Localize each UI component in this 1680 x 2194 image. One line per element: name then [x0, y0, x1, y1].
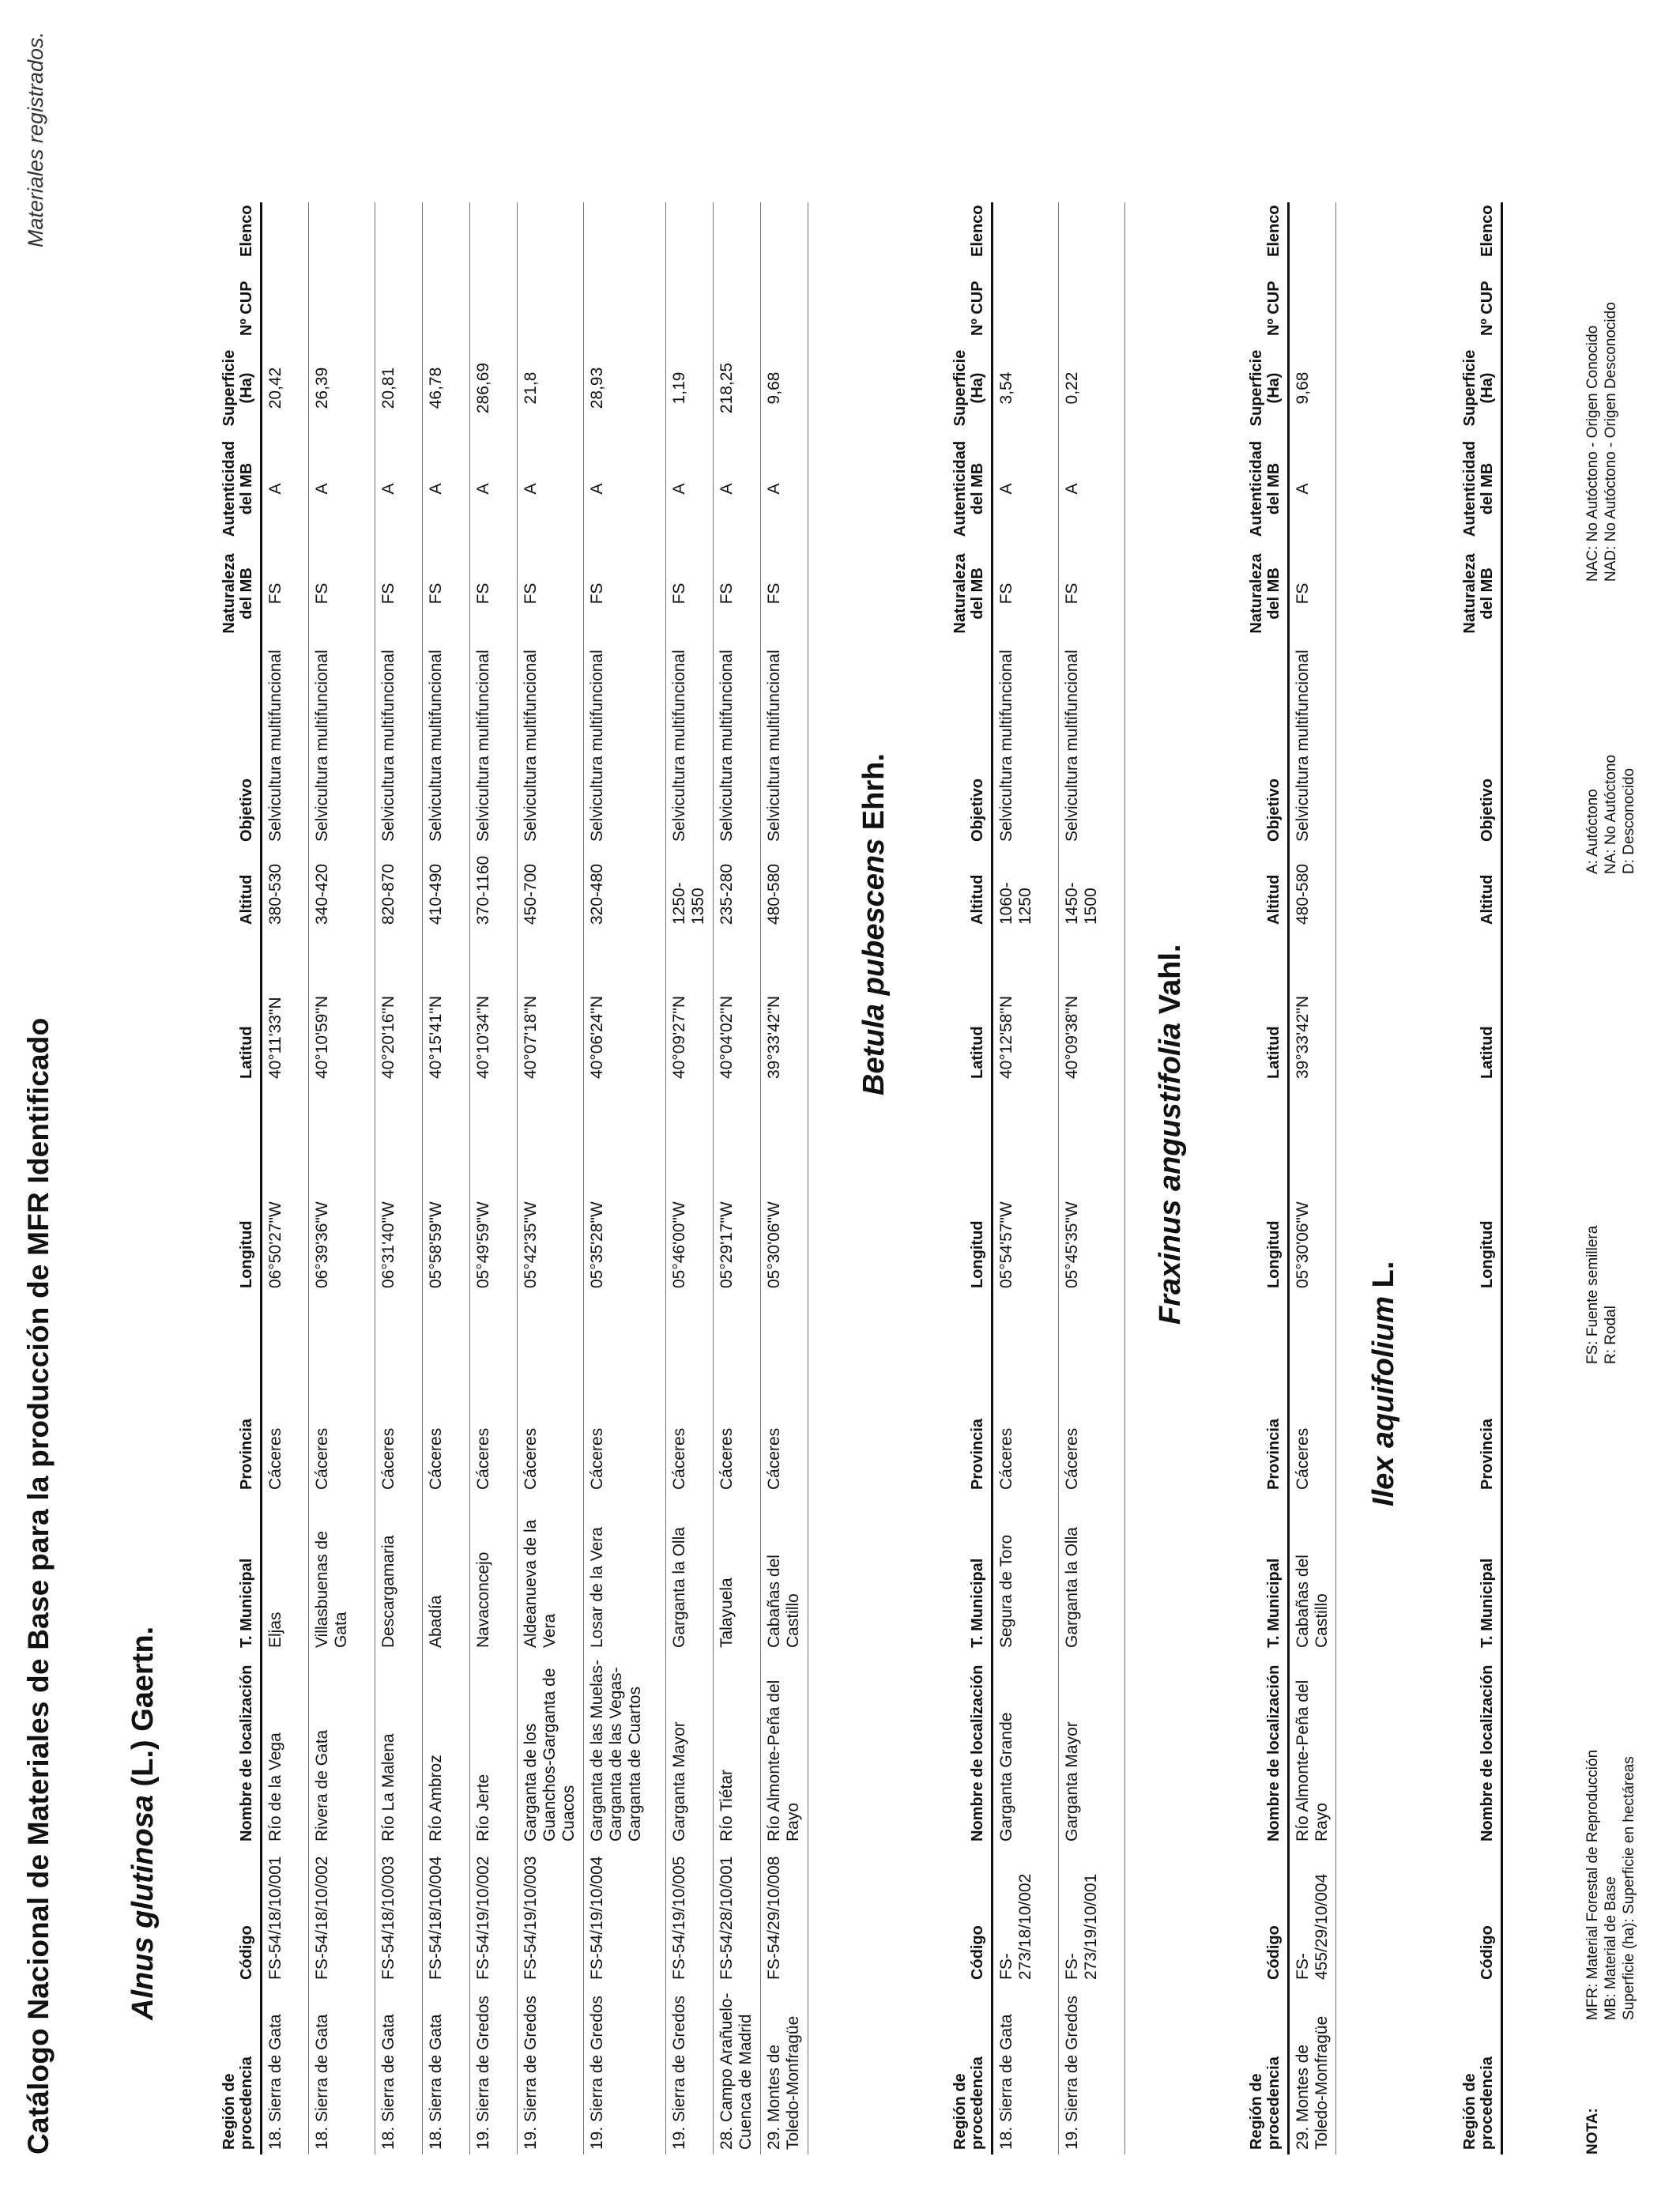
- column-header-latitud: Latitud: [1426, 929, 1501, 1084]
- cell-region: 18. Sierra de Gata: [422, 1985, 469, 2154]
- cell-latitud: 40°06'24"N: [583, 929, 665, 1084]
- column-header-objetivo: Objetivo: [1212, 645, 1288, 846]
- cell-autenticidad: A: [665, 435, 713, 542]
- cell-nombre: Rivera de Gata: [308, 1653, 375, 1846]
- cell-superficie: 9,68: [1288, 341, 1335, 435]
- cell-elenco: [422, 202, 469, 262]
- cell-elenco: [1058, 202, 1124, 262]
- cell-longitud: 05°45'35"W: [1058, 1084, 1124, 1293]
- column-header-codigo: Código: [1212, 1846, 1288, 1985]
- column-header-altitud: Altitud: [916, 846, 992, 929]
- cell-nombre: Garganta de las Muelas-Garganta de las Vegas-Garganta de Cuartos: [583, 1653, 665, 1846]
- column-header-ncup: Nº CUP: [1426, 262, 1501, 341]
- cell-altitud: 370-1160: [469, 846, 517, 929]
- cell-region: 29. Montes de Toledo-Monfragüe: [1288, 1985, 1335, 2154]
- note-line: MB: Material de Base: [1602, 1876, 1619, 2020]
- cell-codigo: FS-54/29/10/008: [760, 1846, 808, 1985]
- cell-naturaleza: FS: [308, 542, 375, 645]
- column-header-region: Región de procedencia: [916, 1985, 992, 2154]
- notes-column: [1584, 302, 1621, 582]
- cell-naturaleza: FS: [375, 542, 422, 645]
- cell-longitud: 05°54'57"W: [992, 1084, 1058, 1293]
- cell-provincia: Cáceres: [517, 1293, 583, 1495]
- column-header-municipal: T. Municipal: [185, 1495, 261, 1653]
- notes-label: NOTA:: [1584, 2108, 1601, 2154]
- cell-nombre: Garganta Mayor: [665, 1653, 713, 1846]
- cell-codigo: FS-54/18/10/001: [261, 1846, 308, 1985]
- cell-longitud: 06°50'27"W: [261, 1084, 308, 1293]
- cell-ncup: [713, 262, 760, 341]
- column-header-elenco: Elenco: [916, 202, 992, 262]
- cell-region: 19. Sierra de Gredos: [517, 1985, 583, 2154]
- column-header-naturaleza: Naturaleza del MB: [185, 542, 261, 645]
- column-header-elenco: Elenco: [1212, 202, 1288, 262]
- cell-region: 19. Sierra de Gredos: [1058, 1985, 1124, 2154]
- cell-municipal: Abadía: [422, 1495, 469, 1653]
- table-header-row: [916, 202, 992, 2154]
- note-line: MFR: Material Forestal de Reproducción: [1584, 1749, 1601, 2020]
- cell-longitud: 05°46'00"W: [665, 1084, 713, 1293]
- cell-objetivo: Selvicultura multifuncional: [583, 645, 665, 846]
- cell-nombre: Río Almonte-Peña del Rayo: [1288, 1653, 1335, 1846]
- cell-region: 28. Campo Arañuelo-Cuenca de Madrid: [713, 1985, 760, 2154]
- cell-longitud: 05°49'59"W: [469, 1084, 517, 1293]
- cell-autenticidad: A: [469, 435, 517, 542]
- species-title: [126, 1627, 160, 2020]
- cell-region: 19. Sierra de Gredos: [469, 1985, 517, 2154]
- column-header-autenticidad: Autenticidad del MB: [1426, 435, 1501, 542]
- cell-municipal: Garganta la Olla: [1058, 1495, 1124, 1653]
- column-header-elenco: Elenco: [185, 202, 261, 262]
- cell-objetivo: Selvicultura multifuncional: [992, 645, 1058, 846]
- cell-codigo: FS-273/18/10/002: [992, 1846, 1058, 1985]
- column-header-codigo: Código: [185, 1846, 261, 1985]
- cell-objetivo: Selvicultura multifuncional: [469, 645, 517, 846]
- cell-autenticidad: A: [422, 435, 469, 542]
- cell-longitud: 05°42'35"W: [517, 1084, 583, 1293]
- cell-autenticidad: A: [261, 435, 308, 542]
- column-header-nombre: Nombre de localización: [185, 1653, 261, 1846]
- cell-latitud: 40°10'34"N: [469, 929, 517, 1084]
- note-line: A: Autóctono: [1584, 789, 1601, 874]
- cell-provincia: Cáceres: [713, 1293, 760, 1495]
- cell-codigo: FS-54/18/10/003: [375, 1846, 422, 1985]
- cell-elenco: [517, 202, 583, 262]
- column-header-longitud: Longitud: [185, 1084, 261, 1293]
- cell-longitud: 05°58'59"W: [422, 1084, 469, 1293]
- cell-nombre: Río La Malena: [375, 1653, 422, 1846]
- cell-codigo: FS-54/19/10/003: [517, 1846, 583, 1985]
- cell-elenco: [583, 202, 665, 262]
- species-latin-name: Ilex aquifolium: [1367, 1295, 1400, 1506]
- species-author: Ehrh.: [857, 753, 891, 831]
- table-row: [1058, 202, 1124, 2154]
- cell-longitud: 05°30'06"W: [760, 1084, 808, 1293]
- cell-provincia: Cáceres: [469, 1293, 517, 1495]
- cell-codigo: FS-54/18/10/002: [308, 1846, 375, 1985]
- cell-objetivo: Selvicultura multifuncional: [517, 645, 583, 846]
- column-header-elenco: Elenco: [1426, 202, 1501, 262]
- species-author: Vahl.: [1154, 944, 1187, 1015]
- column-header-altitud: Altitud: [1426, 846, 1501, 929]
- species-title: [1367, 1261, 1401, 1506]
- column-header-latitud: Latitud: [916, 929, 992, 1084]
- cell-elenco: [992, 202, 1058, 262]
- column-header-altitud: Altitud: [1212, 846, 1288, 929]
- cell-latitud: 40°15'41"N: [422, 929, 469, 1084]
- cell-altitud: 1060-1250: [992, 846, 1058, 929]
- column-header-naturaleza: Naturaleza del MB: [916, 542, 992, 645]
- cell-elenco: [665, 202, 713, 262]
- species-author: L.: [1367, 1261, 1400, 1288]
- cell-ncup: [517, 262, 583, 341]
- column-header-nombre: Nombre de localización: [1212, 1653, 1288, 1846]
- species-table: [185, 202, 808, 2154]
- cell-provincia: Cáceres: [583, 1293, 665, 1495]
- cell-longitud: 05°35'28"W: [583, 1084, 665, 1293]
- table-header-row: [185, 202, 261, 2154]
- cell-superficie: 9,68: [760, 341, 808, 435]
- cell-objetivo: Selvicultura multifuncional: [760, 645, 808, 846]
- cell-codigo: FS-54/19/10/004: [583, 1846, 665, 1985]
- cell-municipal: Descargamaria: [375, 1495, 422, 1653]
- cell-latitud: 40°07'18"N: [517, 929, 583, 1084]
- cell-municipal: Navaconcejo: [469, 1495, 517, 1653]
- cell-altitud: 320-480: [583, 846, 665, 929]
- cell-objetivo: Selvicultura multifuncional: [308, 645, 375, 846]
- cell-provincia: Cáceres: [665, 1293, 713, 1495]
- cell-altitud: 480-580: [760, 846, 808, 929]
- cell-codigo: FS-54/19/10/002: [469, 1846, 517, 1985]
- cell-nombre: Río Tiétar: [713, 1653, 760, 1846]
- cell-municipal: Cabañas del Castillo: [1288, 1495, 1335, 1653]
- column-header-municipal: T. Municipal: [1212, 1495, 1288, 1653]
- cell-autenticidad: A: [375, 435, 422, 542]
- cell-municipal: Cabañas del Castillo: [760, 1495, 808, 1653]
- column-header-altitud: Altitud: [185, 846, 261, 929]
- column-header-codigo: Código: [1426, 1846, 1501, 1985]
- cell-region: 18. Sierra de Gata: [992, 1985, 1058, 2154]
- table-row: [469, 202, 517, 2154]
- cell-naturaleza: FS: [1288, 542, 1335, 645]
- column-header-region: Región de procedencia: [1212, 1985, 1288, 2154]
- note-line: R: Rodal: [1602, 1306, 1619, 1364]
- column-header-superficie: Superficie (Ha): [916, 341, 992, 435]
- column-header-latitud: Latitud: [185, 929, 261, 1084]
- cell-ncup: [422, 262, 469, 341]
- table-row: [713, 202, 760, 2154]
- cell-region: 18. Sierra de Gata: [261, 1985, 308, 2154]
- cell-codigo: FS-54/28/10/001: [713, 1846, 760, 1985]
- cell-ncup: [760, 262, 808, 341]
- cell-region: 18. Sierra de Gata: [375, 1985, 422, 2154]
- cell-longitud: 06°39'36"W: [308, 1084, 375, 1293]
- cell-elenco: [1288, 202, 1335, 262]
- cell-longitud: 05°29'17"W: [713, 1084, 760, 1293]
- cell-naturaleza: FS: [713, 542, 760, 645]
- cell-provincia: Cáceres: [760, 1293, 808, 1495]
- column-header-superficie: Superficie (Ha): [1426, 341, 1501, 435]
- cell-ncup: [261, 262, 308, 341]
- cell-naturaleza: FS: [583, 542, 665, 645]
- cell-nombre: Río de la Vega: [261, 1653, 308, 1846]
- cell-naturaleza: FS: [517, 542, 583, 645]
- cell-municipal: Aldeanueva de la Vera: [517, 1495, 583, 1653]
- table-row: [261, 202, 308, 2154]
- species-latin-name: Betula pubescens: [857, 838, 891, 1095]
- cell-autenticidad: A: [1058, 435, 1124, 542]
- cell-altitud: 480-580: [1288, 846, 1335, 929]
- cell-objetivo: Selvicultura multifuncional: [713, 645, 760, 846]
- notes-column: [1584, 1226, 1621, 1364]
- cell-ncup: [1288, 262, 1335, 341]
- column-header-municipal: T. Municipal: [916, 1495, 992, 1653]
- cell-municipal: Villasbuenas de Gata: [308, 1495, 375, 1653]
- note-line: NA: No Autóctono: [1602, 754, 1619, 874]
- table-row: [375, 202, 422, 2154]
- table-row: [1288, 202, 1335, 2154]
- column-header-ncup: Nº CUP: [916, 262, 992, 341]
- cell-altitud: 235-280: [713, 846, 760, 929]
- species-author: (L.) Gaertn.: [126, 1626, 160, 1787]
- cell-elenco: [375, 202, 422, 262]
- cell-region: 29. Montes de Toledo-Monfragüe: [760, 1985, 808, 2154]
- column-header-superficie: Superficie (Ha): [185, 341, 261, 435]
- species-title: [1154, 944, 1188, 1325]
- cell-latitud: 40°09'38"N: [1058, 929, 1124, 1084]
- cell-ncup: [469, 262, 517, 341]
- column-header-codigo: Código: [916, 1846, 992, 1985]
- cell-autenticidad: A: [713, 435, 760, 542]
- cell-longitud: 05°30'06"W: [1288, 1084, 1335, 1293]
- cell-superficie: 28,93: [583, 341, 665, 435]
- table-row: [760, 202, 808, 2154]
- cell-superficie: 26,39: [308, 341, 375, 435]
- cell-latitud: 40°10'59"N: [308, 929, 375, 1084]
- species-title: [857, 753, 891, 1095]
- cell-superficie: 46,78: [422, 341, 469, 435]
- cell-nombre: Garganta Grande: [992, 1653, 1058, 1846]
- cell-elenco: [713, 202, 760, 262]
- cell-elenco: [760, 202, 808, 262]
- species-table: [1212, 202, 1336, 2154]
- column-header-nombre: Nombre de localización: [916, 1653, 992, 1846]
- column-header-longitud: Longitud: [916, 1084, 992, 1293]
- cell-altitud: 410-490: [422, 846, 469, 929]
- cell-nombre: Río Ambroz: [422, 1653, 469, 1846]
- column-header-naturaleza: Naturaleza del MB: [1212, 542, 1288, 645]
- document-subtitle: Materiales registrados.: [24, 32, 47, 248]
- cell-autenticidad: A: [517, 435, 583, 542]
- note-line: NAC: No Autóctono - Origen Conocido: [1584, 325, 1601, 582]
- cell-municipal: Eljas: [261, 1495, 308, 1653]
- column-header-objetivo: Objetivo: [916, 645, 992, 846]
- note-line: FS: Fuente semillera: [1584, 1225, 1601, 1364]
- column-header-autenticidad: Autenticidad del MB: [1212, 435, 1288, 542]
- column-header-ncup: Nº CUP: [185, 262, 261, 341]
- cell-codigo: FS-54/19/10/005: [665, 1846, 713, 1985]
- column-header-region: Región de procedencia: [185, 1985, 261, 2154]
- column-header-ncup: Nº CUP: [1212, 262, 1288, 341]
- cell-latitud: 40°11'33"N: [261, 929, 308, 1084]
- table-header-row: [1212, 202, 1288, 2154]
- cell-longitud: 06°31'40"W: [375, 1084, 422, 1293]
- cell-municipal: Garganta la Olla: [665, 1495, 713, 1653]
- cell-altitud: 1250-1350: [665, 846, 713, 929]
- table-row: [665, 202, 713, 2154]
- cell-objetivo: Selvicultura multifuncional: [375, 645, 422, 846]
- cell-latitud: 40°04'02"N: [713, 929, 760, 1084]
- cell-naturaleza: FS: [422, 542, 469, 645]
- table-row: [583, 202, 665, 2154]
- cell-municipal: Losar de la Vera: [583, 1495, 665, 1653]
- cell-naturaleza: FS: [469, 542, 517, 645]
- species-table: [1426, 202, 1503, 2154]
- cell-latitud: 40°20'16"N: [375, 929, 422, 1084]
- cell-region: 19. Sierra de Gredos: [665, 1985, 713, 2154]
- cell-altitud: 450-700: [517, 846, 583, 929]
- cell-municipal: Talayuela: [713, 1495, 760, 1653]
- column-header-longitud: Longitud: [1426, 1084, 1501, 1293]
- column-header-naturaleza: Naturaleza del MB: [1426, 542, 1501, 645]
- cell-superficie: 1,19: [665, 341, 713, 435]
- column-header-superficie: Superficie (Ha): [1212, 341, 1288, 435]
- cell-elenco: [308, 202, 375, 262]
- cell-latitud: 40°09'27"N: [665, 929, 713, 1084]
- column-header-provincia: Provincia: [185, 1293, 261, 1495]
- cell-naturaleza: FS: [760, 542, 808, 645]
- cell-region: 18. Sierra de Gata: [308, 1985, 375, 2154]
- cell-superficie: 20,81: [375, 341, 422, 435]
- species-latin-name: Fraxinus angustifolia: [1154, 1022, 1187, 1325]
- cell-autenticidad: A: [760, 435, 808, 542]
- cell-latitud: 40°12'58"N: [992, 929, 1058, 1084]
- cell-superficie: 286,69: [469, 341, 517, 435]
- note-line: NAD: No Autóctono - Origen Desconocido: [1602, 302, 1619, 582]
- column-header-objetivo: Objetivo: [1426, 645, 1501, 846]
- cell-altitud: 380-530: [261, 846, 308, 929]
- cell-superficie: 218,25: [713, 341, 760, 435]
- column-header-provincia: Provincia: [916, 1293, 992, 1495]
- cell-superficie: 20,42: [261, 341, 308, 435]
- notes-column: [1584, 1750, 1638, 2020]
- cell-objetivo: Selvicultura multifuncional: [1288, 645, 1335, 846]
- cell-objetivo: Selvicultura multifuncional: [1058, 645, 1124, 846]
- cell-nombre: Río Almonte-Peña del Rayo: [760, 1653, 808, 1846]
- cell-superficie: 3,54: [992, 341, 1058, 435]
- column-header-longitud: Longitud: [1212, 1084, 1288, 1293]
- column-header-region: Región de procedencia: [1426, 1985, 1501, 2154]
- column-header-autenticidad: Autenticidad del MB: [916, 435, 992, 542]
- cell-altitud: 1450-1500: [1058, 846, 1124, 929]
- notes-column: [1584, 755, 1638, 874]
- cell-provincia: Cáceres: [1288, 1293, 1335, 1495]
- cell-naturaleza: FS: [665, 542, 713, 645]
- table-row: [422, 202, 469, 2154]
- cell-naturaleza: FS: [261, 542, 308, 645]
- cell-naturaleza: FS: [1058, 542, 1124, 645]
- column-header-objetivo: Objetivo: [185, 645, 261, 846]
- cell-elenco: [469, 202, 517, 262]
- table-row: [308, 202, 375, 2154]
- cell-ncup: [375, 262, 422, 341]
- cell-provincia: Cáceres: [308, 1293, 375, 1495]
- column-header-provincia: Provincia: [1212, 1293, 1288, 1495]
- table-row: [992, 202, 1058, 2154]
- cell-elenco: [261, 202, 308, 262]
- cell-municipal: Segura de Toro: [992, 1495, 1058, 1653]
- cell-provincia: Cáceres: [992, 1293, 1058, 1495]
- cell-objetivo: Selvicultura multifuncional: [665, 645, 713, 846]
- document-title: Catálogo Nacional de Materiales de Base para la producción de MFR Identificado: [22, 1017, 55, 2154]
- cell-nombre: Garganta Mayor: [1058, 1653, 1124, 1846]
- column-header-latitud: Latitud: [1212, 929, 1288, 1084]
- cell-codigo: FS-54/18/10/004: [422, 1846, 469, 1985]
- column-header-municipal: T. Municipal: [1426, 1495, 1501, 1653]
- cell-region: 19. Sierra de Gredos: [583, 1985, 665, 2154]
- note-line: D: Desconocido: [1620, 767, 1637, 874]
- species-table: [916, 202, 1125, 2154]
- column-header-nombre: Nombre de localización: [1426, 1653, 1501, 1846]
- cell-latitud: 39°33'42"N: [760, 929, 808, 1084]
- cell-nombre: Garganta de los Guanchos-Garganta de Cuacos: [517, 1653, 583, 1846]
- cell-ncup: [308, 262, 375, 341]
- note-line: Superficie (ha): Superficie en hectáreas: [1620, 1756, 1637, 2020]
- table-row: [517, 202, 583, 2154]
- cell-provincia: Cáceres: [261, 1293, 308, 1495]
- cell-autenticidad: A: [308, 435, 375, 542]
- cell-autenticidad: A: [992, 435, 1058, 542]
- cell-ncup: [992, 262, 1058, 341]
- cell-ncup: [583, 262, 665, 341]
- cell-ncup: [1058, 262, 1124, 341]
- cell-superficie: 0,22: [1058, 341, 1124, 435]
- cell-provincia: Cáceres: [1058, 1293, 1124, 1495]
- column-header-provincia: Provincia: [1426, 1293, 1501, 1495]
- cell-autenticidad: A: [1288, 435, 1335, 542]
- cell-superficie: 21,8: [517, 341, 583, 435]
- cell-ncup: [665, 262, 713, 341]
- cell-provincia: Cáceres: [375, 1293, 422, 1495]
- column-header-autenticidad: Autenticidad del MB: [185, 435, 261, 542]
- cell-provincia: Cáceres: [422, 1293, 469, 1495]
- table-header-row: [1426, 202, 1501, 2154]
- cell-altitud: 340-420: [308, 846, 375, 929]
- cell-autenticidad: A: [583, 435, 665, 542]
- cell-objetivo: Selvicultura multifuncional: [261, 645, 308, 846]
- cell-codigo: FS-455/29/10/004: [1288, 1846, 1335, 1985]
- cell-codigo: FS-273/19/10/001: [1058, 1846, 1124, 1985]
- cell-altitud: 820-870: [375, 846, 422, 929]
- species-latin-name: Alnus glutinosa: [126, 1795, 160, 2020]
- cell-nombre: Río Jerte: [469, 1653, 517, 1846]
- cell-objetivo: Selvicultura multifuncional: [422, 645, 469, 846]
- cell-latitud: 39°33'42"N: [1288, 929, 1335, 1084]
- cell-naturaleza: FS: [992, 542, 1058, 645]
